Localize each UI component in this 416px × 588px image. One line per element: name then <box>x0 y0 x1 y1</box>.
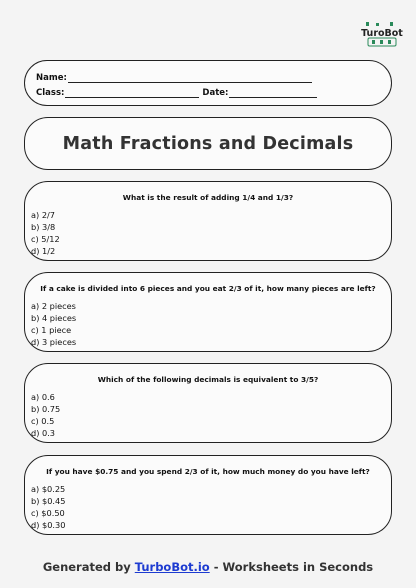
answer-option[interactable]: c) 1 piece <box>31 325 72 335</box>
question-text: If a cake is divided into 6 pieces and you eat 2/3 of it, how many pieces are left? <box>40 284 376 293</box>
name-row <box>36 73 312 83</box>
answer-option[interactable]: b) 3/8 <box>31 222 56 232</box>
question-card-2 <box>24 272 392 352</box>
question-text: What is the result of adding 1/4 and 1/3? <box>122 193 294 202</box>
date-field[interactable] <box>229 89 317 98</box>
answer-option[interactable]: c) 5/12 <box>31 234 60 244</box>
question-card-4 <box>24 455 392 535</box>
answer-option[interactable]: d) 3 pieces <box>31 337 77 347</box>
class-date-row <box>36 88 317 98</box>
name-label: Name: <box>36 73 67 83</box>
answer-option[interactable]: b) 0.75 <box>31 404 61 414</box>
answer-option[interactable]: a) 2 pieces <box>31 301 76 311</box>
answer-option[interactable]: d) 1/2 <box>31 246 56 256</box>
turobot-logo-icon <box>360 22 404 48</box>
title-panel <box>24 117 392 170</box>
class-field[interactable] <box>65 89 199 98</box>
answer-option[interactable]: d) $0.30 <box>31 520 66 530</box>
name-field[interactable] <box>68 74 312 83</box>
question-text: If you have $0.75 and you spend 2/3 of it, how much money do you have left? <box>46 467 370 476</box>
brand-link[interactable]: TurboBot.io <box>134 560 210 574</box>
worksheet-title: Math Fractions and Decimals <box>62 134 354 154</box>
answer-option[interactable]: b) $0.45 <box>31 496 66 506</box>
answer-option[interactable]: a) 2/7 <box>31 210 55 220</box>
answer-option[interactable]: c) 0.5 <box>31 416 55 426</box>
footer-suffix: - Worksheets in Seconds <box>209 560 374 574</box>
answer-option[interactable]: a) $0.25 <box>31 484 66 494</box>
answer-options <box>31 209 60 257</box>
answer-option[interactable]: a) 0.6 <box>31 392 55 402</box>
footer-prefix: Generated by <box>42 560 135 574</box>
answer-options <box>31 483 65 531</box>
answer-option[interactable]: b) 4 pieces <box>31 313 77 323</box>
question-card-3 <box>24 363 392 443</box>
answer-option[interactable]: d) 0.3 <box>31 428 56 438</box>
answer-options <box>31 300 76 348</box>
question-card-1 <box>24 181 392 261</box>
footer <box>0 560 416 574</box>
question-text: Which of the following decimals is equivalent to 3/5? <box>97 375 319 384</box>
answer-option[interactable]: c) $0.50 <box>31 508 65 518</box>
answer-options <box>31 391 60 439</box>
svg-text:TuroBot: TuroBot <box>361 28 403 39</box>
class-label: Class: <box>36 88 65 98</box>
date-label: Date: <box>202 88 229 98</box>
student-info-panel <box>24 60 392 106</box>
